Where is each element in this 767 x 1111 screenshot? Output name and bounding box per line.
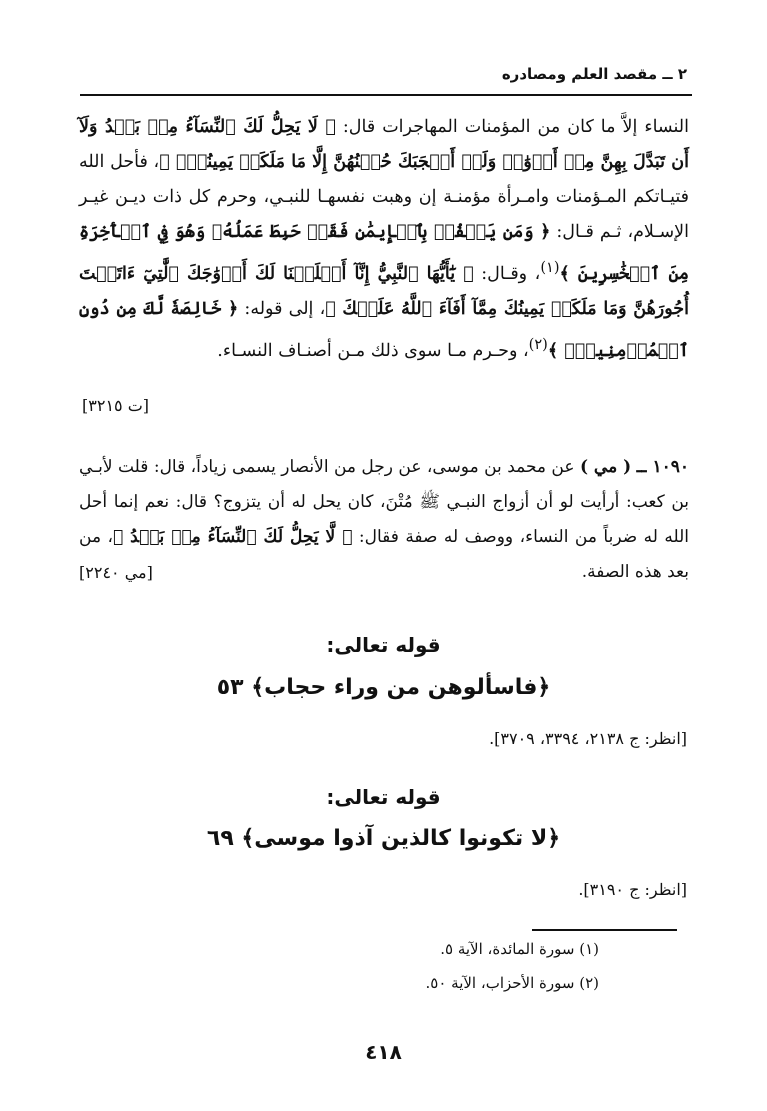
section-label: قوله تعالى: [326,633,441,657]
section-verse: ﴿لا تكونوا كالذين آذوا موسى﴾ ٦٩ [206,826,561,851]
quran-verse: ﴿ لَّا يَحِلُّ لَكَ ٱلنِّسَآءُ مِنۢ بَعۡدُ ﴾ [113,527,353,547]
hadith-paragraph [79,450,689,590]
passage-text: ، إلى قوله: [238,298,326,319]
hadith-text: عن محمد بن موسى، عن رجل من الأنصار يسمى زياداً، قال: قلت لأبـي بن كعب: أرأيت لو أن أزواج النبـي ﷺ مُتْنَ، كان يحل له أن يتزوج؟ قال: نعم إنما أحل الله له ضرباً من النساء، ووصف له صفة فقال: [79,457,689,547]
see-also-reference: [انظر: ج ٣١٩٠]. [578,880,687,899]
hadith-entry [79,450,689,590]
hadith-source: ( مي ) [579,457,632,477]
page-number: ٤١٨ [365,1040,402,1064]
footnote: (١) سورة المائدة، الآية ٥. [440,940,599,958]
see-also-reference: [انظر: ج ٢١٣٨، ٣٣٩٤، ٣٧٠٩]. [489,729,687,748]
running-header: ٢ ــ مقصد العلم ومصادره [501,65,687,83]
footnote-rule [532,929,677,931]
passage-citation: [ت ٣٢١٥] [82,396,150,415]
footnote-marker: (١) [540,259,560,276]
quran-verse: ﴿ وَمَن يَكۡفُرۡ بِٱلۡإِيمَٰنِ فَقَدۡ حَبِطَ عَمَلُهُۥ وَهُوَ فِي ٱلۡأٓخِرَةِ مِنَ ٱلۡخَٰسِرِينَ ﴾ [79,222,689,284]
quran-verse: ﴿ خَالِصَةٗ لَّكَ مِن دُونِ ٱلۡمُؤۡمِنِينَۗ ﴾ [79,298,689,361]
footnote-marker: (٢) [528,335,548,353]
section-verse: ﴿فاسألوهن من وراء حجاب﴾ ٥٣ [216,675,551,700]
section-label: قوله تعالى: [326,785,441,809]
passage-text: النساء إلاَّ ما كان من المؤمنات المهاجرات قال: [335,117,689,137]
quran-verse: ﴿ يَٰٓأَيُّهَا ٱلنَّبِيُّ إِنَّآ أَحۡلَلۡنَا لَكَ أَزۡوَٰجَكَ ٱلَّٰتِيٓ ءَاتَيۡتَ أُجُورَهُنَّ وَمَا مَلَكَتۡ يَمِينُكَ مِمَّآ أَفَآءَ ٱللَّهُ عَلَيۡكَ ﴾ [79,263,689,319]
passage-text: ، وحـرم مـا سوى ذلك مـن أصنـاف النسـاء. [217,340,529,361]
footnote: (٢) سورة الأحزاب، الآية ٥٠. [425,974,599,992]
passage-text: ، وقـال: [473,263,541,284]
header-rule [80,94,692,96]
quran-verse: ﴿ لَا يَحِلُّ لَكَ ٱلنِّسَآءُ مِنۢ بَعۡدُ وَلَآ أَن تَبَدَّلَ بِهِنَّ مِنۡ أَزۡوَٰجٖ وَلَوۡ أَعۡجَبَكَ حُسۡنُهُنَّ إِلَّا مَا مَلَكَتۡ يَمِينُكَۗ ﴾ [79,117,689,172]
passage-text: ، فأحل الله فتيـاتكم المـؤمنات وامـرأة مؤمنـة إن وهبت نفسهـا للنبـي، وحرم كل ذات ديـن غيـر الإسـلام، ثـم قـال: [79,152,690,242]
hadith-citation: [مي ٢٢٤٠] [79,563,153,582]
passage-paragraph [79,110,689,369]
hadith-text: ، من بعد هذه الصفة. [79,527,689,582]
commentary-passage [79,110,689,369]
hadith-number: ١٠٩٠ ــ [636,457,689,477]
